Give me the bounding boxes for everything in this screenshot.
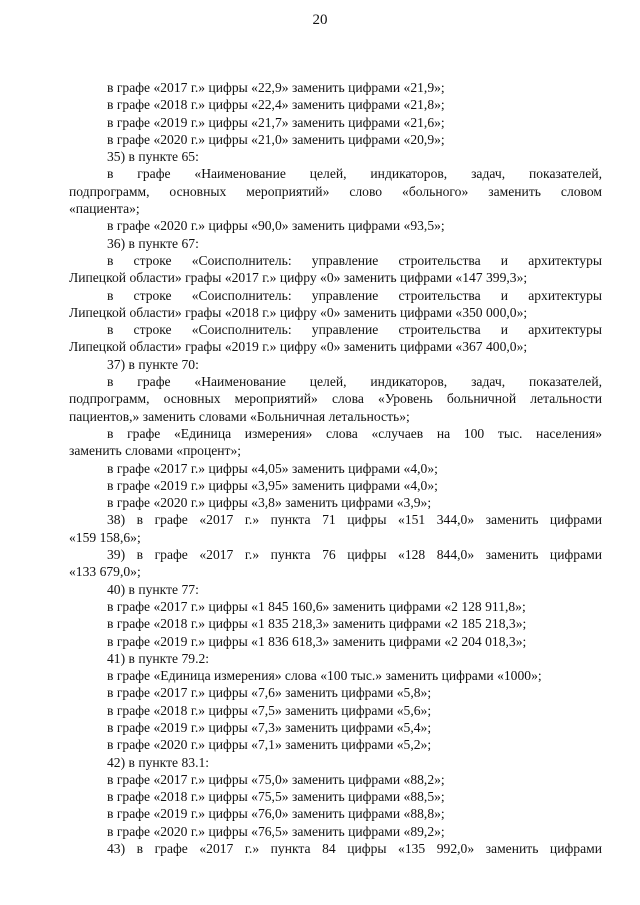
text-line: в графе «2019 г.» цифры «3,95» заменить цифрами «4,0»; xyxy=(107,477,438,493)
text-line: подпрограмм, основных мероприятий» слово «больного» заменить словом xyxy=(69,183,602,199)
text-line: «159 158,6»; xyxy=(69,529,141,545)
text-line: «пациента»; xyxy=(69,201,140,217)
text-line: в строке «Соисполнитель: управление строительства и архитектуры xyxy=(107,322,602,338)
text-line: в графе «Единица измерения» слова «100 тыс.» заменить цифрами «1000»; xyxy=(107,668,542,684)
text-line: в графе «2020 г.» цифры «21,0» заменить цифрами «20,9»; xyxy=(107,131,445,147)
text-line: в графе «2020 г.» цифры «76,5» заменить цифрами «89,2»; xyxy=(107,823,445,839)
text-line: 38) в графе «2017 г.» пункта 71 цифры «151 344,0» заменить цифрами xyxy=(107,512,602,528)
text-line: 43) в графе «2017 г.» пункта 84 цифры «135 992,0» заменить цифрами xyxy=(107,841,602,857)
text-line: в графе «2019 г.» цифры «1 836 618,3» заменить цифрами «2 204 018,3»; xyxy=(107,633,527,649)
text-line: Липецкой области» графы «2017 г.» цифру «0» заменить цифрами «147 399,3»; xyxy=(69,270,528,286)
text-line: в графе «2020 г.» цифры «90,0» заменить цифрами «93,5»; xyxy=(107,218,445,234)
text-line: 35) в пункте 65: xyxy=(107,149,199,165)
text-line: 36) в пункте 67: xyxy=(107,235,199,251)
text-line: 42) в пункте 83.1: xyxy=(107,754,210,770)
text-line: «133 679,0»; xyxy=(69,564,141,580)
text-line: 39) в графе «2017 г.» пункта 76 цифры «128 844,0» заменить цифрами xyxy=(107,547,602,563)
text-line: 41) в пункте 79.2: xyxy=(107,650,210,666)
text-line: в графе «2019 г.» цифры «7,3» заменить цифрами «5,4»; xyxy=(107,719,432,735)
text-line: в графе «2019 г.» цифры «21,7» заменить цифрами «21,6»; xyxy=(107,114,445,130)
text-line: 37) в пункте 70: xyxy=(107,356,199,372)
text-line: 40) в пункте 77: xyxy=(107,581,199,597)
text-line: в графе «2020 г.» цифры «3,8» заменить цифрами «3,9»; xyxy=(107,495,432,511)
text-line: в графе «2017 г.» цифры «7,6» заменить цифрами «5,8»; xyxy=(107,685,432,701)
text-line: заменить словами «процент»; xyxy=(69,443,242,459)
text-line: в графе «Единица измерения» слова «случаев на 100 тыс. населения» xyxy=(107,425,602,441)
text-line: Липецкой области» графы «2019 г.» цифру «0» заменить цифрами «367 400,0»; xyxy=(69,339,528,355)
text-line: в графе «2017 г.» цифры «1 845 160,6» заменить цифрами «2 128 911,8»; xyxy=(107,598,526,614)
text-line: в графе «2018 г.» цифры «7,5» заменить цифрами «5,6»; xyxy=(107,702,432,718)
text-line: в строке «Соисполнитель: управление строительства и архитектуры xyxy=(107,287,602,303)
document-body xyxy=(69,79,602,857)
text-line: в графе «2017 г.» цифры «4,05» заменить цифрами «4,0»; xyxy=(107,460,438,476)
text-line: в графе «Наименование целей, индикаторов, задач, показателей, xyxy=(107,166,602,182)
text-line: подпрограмм, основных мероприятий» слова «Уровень больничной летальности xyxy=(69,391,602,407)
text-line: в графе «2019 г.» цифры «76,0» заменить цифрами «88,8»; xyxy=(107,806,445,822)
text-line: в строке «Соисполнитель: управление строительства и архитектуры xyxy=(107,252,602,268)
text-line: в графе «2020 г.» цифры «7,1» заменить цифрами «5,2»; xyxy=(107,737,432,753)
page-number: 20 xyxy=(312,12,328,28)
text-line: в графе «2018 г.» цифры «22,4» заменить цифрами «21,8»; xyxy=(107,97,445,113)
text-line: в графе «Наименование целей, индикаторов, задач, показателей, xyxy=(107,374,602,390)
text-line: пациентов,» заменить словами «Больничная летальность»; xyxy=(69,408,410,424)
text-line: в графе «2017 г.» цифры «75,0» заменить цифрами «88,2»; xyxy=(107,771,445,787)
text-line: в графе «2017 г.» цифры «22,9» заменить цифрами «21,9»; xyxy=(107,80,445,95)
text-line: Липецкой области» графы «2018 г.» цифру «0» заменить цифрами «350 000,0»; xyxy=(69,304,528,320)
text-line: в графе «2018 г.» цифры «1 835 218,3» заменить цифрами «2 185 218,3»; xyxy=(107,616,527,632)
text-line: в графе «2018 г.» цифры «75,5» заменить цифрами «88,5»; xyxy=(107,789,445,805)
